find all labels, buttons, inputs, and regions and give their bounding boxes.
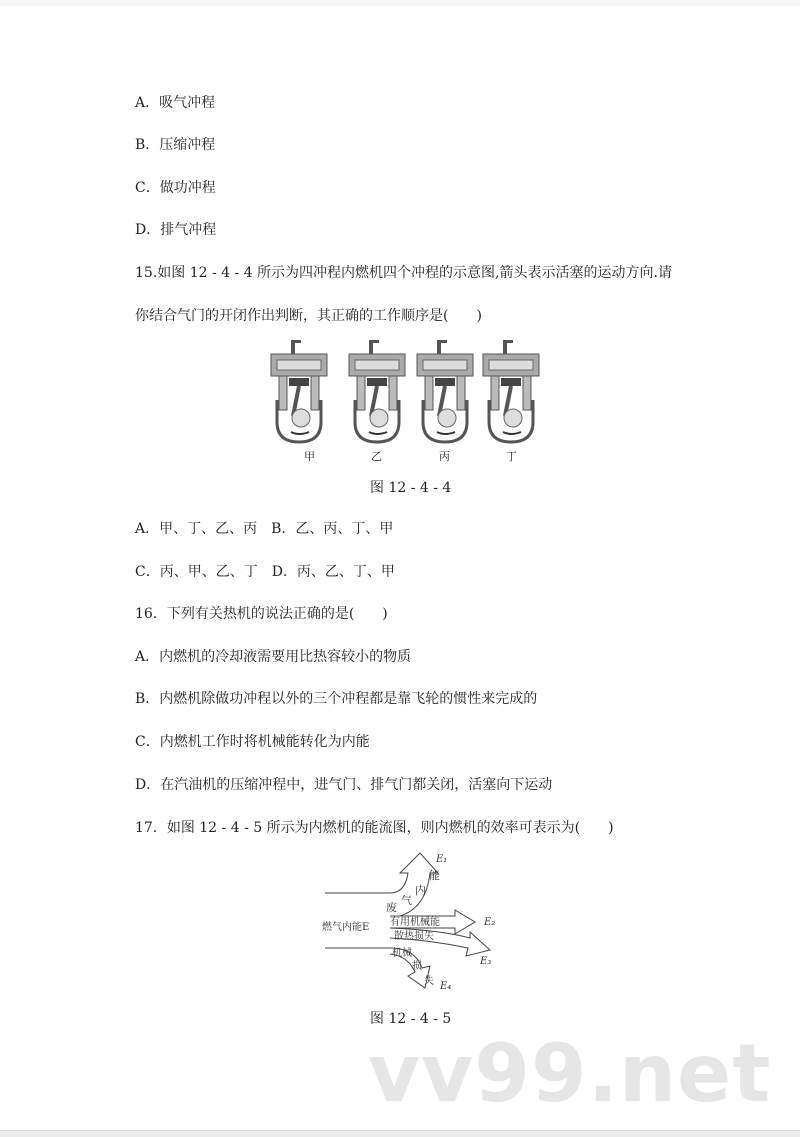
figure-label-bing: 丙 — [439, 450, 450, 463]
e3-label: E₃ — [480, 956, 492, 967]
exhaust-label-4: 能 — [429, 869, 440, 882]
q16-option-b: B．内燃机除做功冲程以外的三个冲程都是靠飞轮的惯性来完成的 — [135, 691, 538, 707]
engine-strokes-figure — [265, 340, 545, 445]
q14-option-a: A．吸气冲程 — [135, 95, 216, 111]
e4-label: E₄ — [440, 981, 452, 992]
bottom-edge — [0, 1130, 800, 1137]
watermark: vv99.net — [368, 1027, 772, 1120]
mech-loss-label-1: 机械 — [392, 948, 412, 959]
q16-option-a: A．内燃机的冷却液需要用比热容较小的物质 — [135, 649, 412, 665]
figure-caption-12-4-5: 图 12 - 4 - 5 — [370, 1011, 452, 1027]
q15-stem-line2: 你结合气门的开闭作出判断，其正确的工作顺序是( ) — [135, 308, 482, 324]
figure-label-yi: 乙 — [371, 450, 382, 463]
e2-label: E₂ — [484, 917, 496, 928]
figure-label-ding: 丁 — [506, 450, 517, 463]
q17-stem: 17．如图 12 - 4 - 5 所示为内燃机的能流图，则内燃机的效率可表示为( ) — [135, 820, 614, 836]
mech-loss-label-3: 失 — [424, 976, 434, 987]
q15-options-line2: C．丙、甲、乙、丁 D．丙、乙、丁、甲 — [135, 564, 395, 580]
e1-label: E₁ — [436, 854, 448, 865]
energy-flow-diagram — [320, 848, 500, 993]
q16-stem: 16．下列有关热机的说法正确的是( ) — [135, 606, 388, 622]
figure-label-jia: 甲 — [304, 450, 315, 463]
q14-option-d: D．排气冲程 — [135, 222, 217, 238]
figure-caption-12-4-4: 图 12 - 4 - 4 — [370, 480, 452, 496]
q15-stem-line1: 15.如图 12 - 4 - 4 所示为四冲程内燃机四个冲程的示意图,箭头表示活塞的运动方向.请 — [135, 265, 672, 281]
exhaust-label-2: 气 — [401, 894, 412, 907]
heat-loss-label: 散热损失 — [394, 931, 434, 942]
exhaust-label-1: 废 — [386, 901, 397, 914]
useful-energy-label: 有用机械能 — [390, 917, 440, 928]
q15-options-line1: A．甲、丁、乙、丙 B．乙、丙、丁、甲 — [135, 521, 394, 537]
q16-option-c: C．内燃机工作时将机械能转化为内能 — [135, 734, 370, 750]
q14-option-c: C．做功冲程 — [135, 180, 216, 196]
exhaust-label-3: 内 — [415, 884, 426, 897]
q14-option-b: B．压缩冲程 — [135, 137, 216, 153]
top-edge — [0, 0, 800, 6]
mech-loss-label-2: 损 — [412, 961, 422, 972]
q16-option-d: D．在汽油机的压缩冲程中，进气门、排气门都关闭，活塞向下运动 — [135, 777, 553, 793]
input-energy-label: 燃气内能E — [322, 922, 370, 933]
